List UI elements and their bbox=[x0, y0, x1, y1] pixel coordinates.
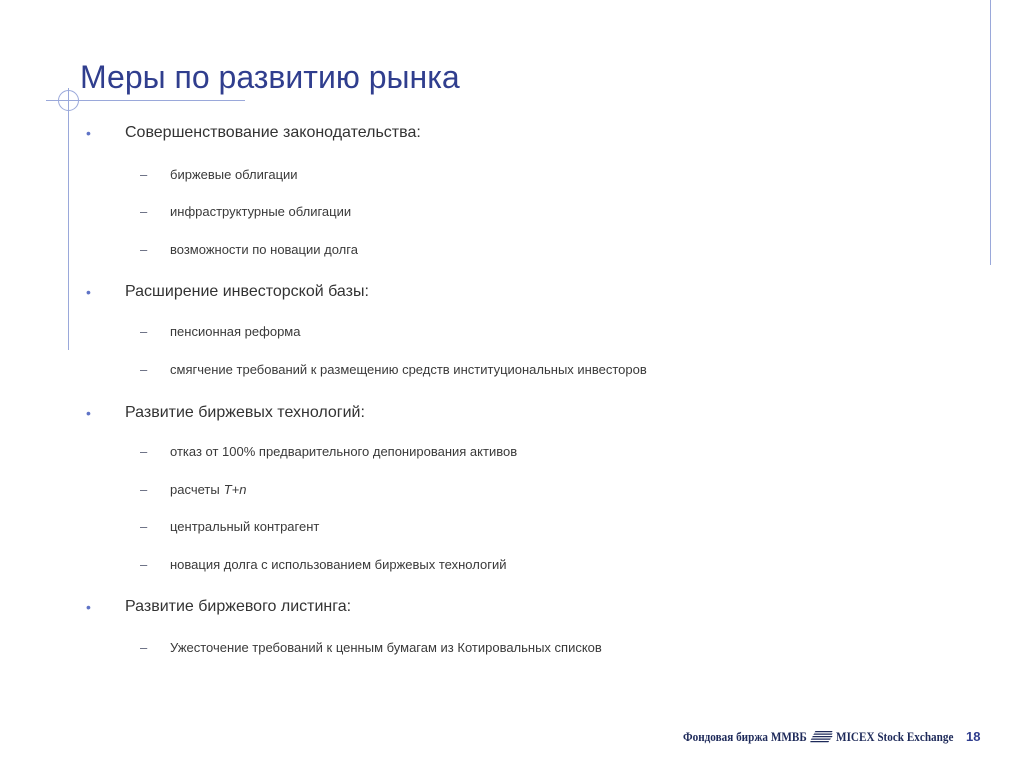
sub-item bbox=[0, 322, 900, 342]
sub-item-text: биржевые облигации bbox=[170, 167, 298, 182]
sub-item bbox=[0, 360, 900, 380]
logo-text-en: MICEX Stock Exchange bbox=[836, 729, 954, 744]
dash-marker: – bbox=[140, 519, 148, 534]
sub-item-text: смягчение требований к размещению средств институциональных инвесторов bbox=[170, 362, 647, 377]
sub-item bbox=[0, 480, 900, 500]
sub-item-text-italic: T+n bbox=[223, 482, 247, 497]
sub-item bbox=[0, 202, 900, 222]
dash-marker: – bbox=[140, 242, 148, 257]
sub-item bbox=[0, 555, 900, 575]
section-heading: Развитие биржевых технологий: bbox=[125, 404, 365, 421]
sub-item bbox=[0, 442, 900, 462]
dash-marker: – bbox=[140, 324, 148, 339]
sub-item-text-plain: расчеты bbox=[170, 482, 220, 497]
dash-marker: – bbox=[140, 204, 148, 219]
dash-marker: – bbox=[140, 482, 148, 497]
bullet-item bbox=[0, 282, 900, 302]
sub-item-text: возможности по новации долга bbox=[170, 242, 358, 257]
logo-text-ru: Фондовая биржа ММВБ bbox=[683, 729, 807, 744]
sub-item-text: центральный контрагент bbox=[170, 519, 320, 534]
section-heading: Расширение инвесторской базы: bbox=[125, 283, 369, 300]
sub-item bbox=[0, 638, 900, 658]
sub-item-text bbox=[170, 480, 246, 500]
bullet-marker: • bbox=[86, 599, 91, 615]
bullet-marker: • bbox=[86, 284, 91, 300]
section-heading: Совершенствование законодательства: bbox=[125, 124, 421, 141]
section-heading: Развитие биржевого листинга: bbox=[125, 598, 352, 615]
sub-item-text: Ужесточение требований к ценным бумагам из Котировальных списков bbox=[170, 640, 602, 655]
bullet-marker: • bbox=[86, 125, 91, 141]
sub-item bbox=[0, 165, 900, 185]
sub-item-text: инфраструктурные облигации bbox=[170, 204, 352, 219]
page-number: 18 bbox=[966, 729, 981, 744]
sub-item-text: пенсионная реформа bbox=[170, 324, 301, 339]
bullet-item bbox=[0, 123, 900, 143]
slide-title: Меры по развитию рынка bbox=[80, 59, 460, 95]
dash-marker: – bbox=[140, 167, 148, 182]
micex-stripes-icon bbox=[810, 731, 832, 743]
dash-marker: – bbox=[140, 640, 148, 655]
sub-item-text: новация долга с использованием биржевых технологий bbox=[170, 557, 507, 572]
micex-logo bbox=[683, 728, 953, 746]
dash-marker: – bbox=[140, 444, 148, 459]
dash-marker: – bbox=[140, 362, 148, 377]
bullet-item bbox=[0, 597, 900, 617]
sub-item bbox=[0, 240, 900, 260]
bullet-marker: • bbox=[86, 405, 91, 421]
dash-marker: – bbox=[140, 557, 148, 572]
bullet-item bbox=[0, 403, 900, 423]
sub-item bbox=[0, 517, 900, 537]
sub-item-text: отказ от 100% предварительного депонирования активов bbox=[170, 444, 518, 459]
